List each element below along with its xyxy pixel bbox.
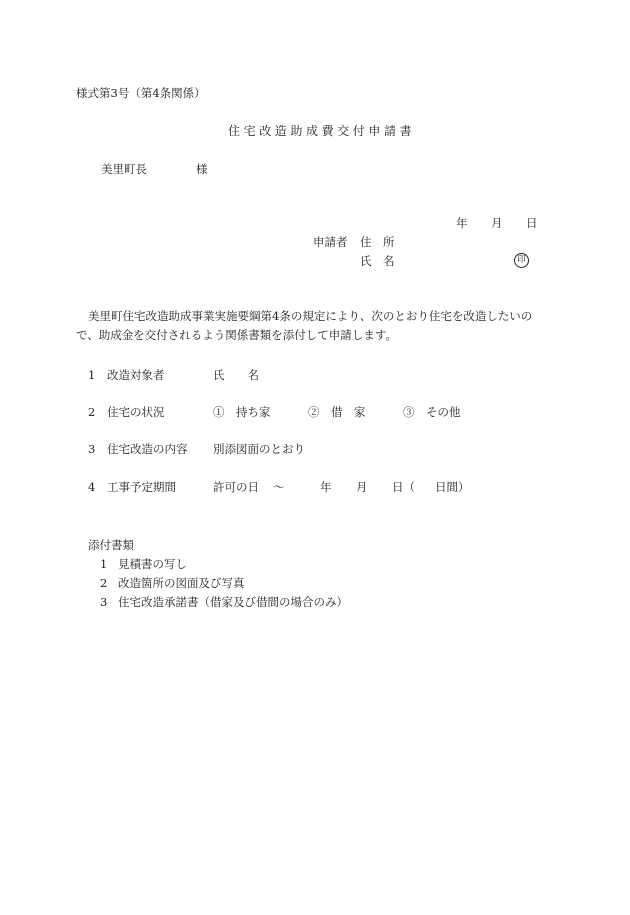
item-2-number: 2 — [88, 405, 96, 419]
period-year-label: 年 — [320, 480, 332, 494]
period-month-label: 月 — [356, 480, 368, 494]
date-day-label: 日 — [526, 216, 538, 230]
applicant-label: 申請者 — [313, 235, 348, 249]
attachment-1-text: 見積書の写し — [118, 557, 187, 571]
item-3-number: 3 — [88, 442, 96, 456]
period-days-label: 日間） — [435, 480, 470, 494]
addressee-name: 美里町長 — [101, 162, 147, 176]
item-2-label: 住宅の状況 — [107, 405, 165, 419]
item-1-value: 氏 名 — [213, 368, 259, 382]
attachment-2-number: 2 — [100, 576, 108, 590]
form-number: 様式第3号（第4条関係） — [76, 86, 206, 100]
applicant-name-label: 氏 名 — [360, 254, 395, 268]
item-1-label: 改造対象者 — [107, 368, 165, 382]
addressee-honorific: 様 — [196, 162, 208, 176]
attachment-2-text: 改造箇所の図面及び写真 — [118, 576, 245, 590]
item-1-number: 1 — [88, 368, 96, 382]
housing-option-other: ③ その他 — [403, 405, 461, 419]
item-4-number: 4 — [88, 480, 96, 494]
date-year-label: 年 — [456, 216, 468, 230]
seal-mark: 印 — [514, 253, 529, 268]
applicant-address-label: 住 所 — [360, 235, 395, 249]
body-text-line-2: で、助成金を交付されるよう関係書類を添付して申請します。 — [76, 328, 397, 342]
period-day-label: 日（ — [392, 480, 415, 494]
attachments-heading: 添付書類 — [88, 538, 134, 552]
period-start-text: 許可の日 — [213, 480, 259, 494]
date-month-label: 月 — [491, 216, 503, 230]
housing-option-rented: ② 借 家 — [308, 405, 366, 419]
housing-option-owned: ① 持ち家 — [213, 405, 271, 419]
item-4-label: 工事予定期間 — [107, 480, 176, 494]
attachment-3-number: 3 — [100, 595, 108, 609]
document-title: 住宅改造助成費交付申請書 — [228, 124, 416, 138]
attachment-1-number: 1 — [100, 557, 108, 571]
item-3-label: 住宅改造の内容 — [107, 442, 188, 456]
item-3-value: 別添図面のとおり — [213, 442, 305, 456]
attachment-3-text: 住宅改造承諾書（借家及び借間の場合のみ） — [118, 595, 348, 609]
period-tilde: ～ — [273, 480, 285, 494]
body-text-line-1: 美里町住宅改造助成事業実施要綱第4条の規定により、次のとおり住宅を改造したいの — [88, 309, 533, 323]
